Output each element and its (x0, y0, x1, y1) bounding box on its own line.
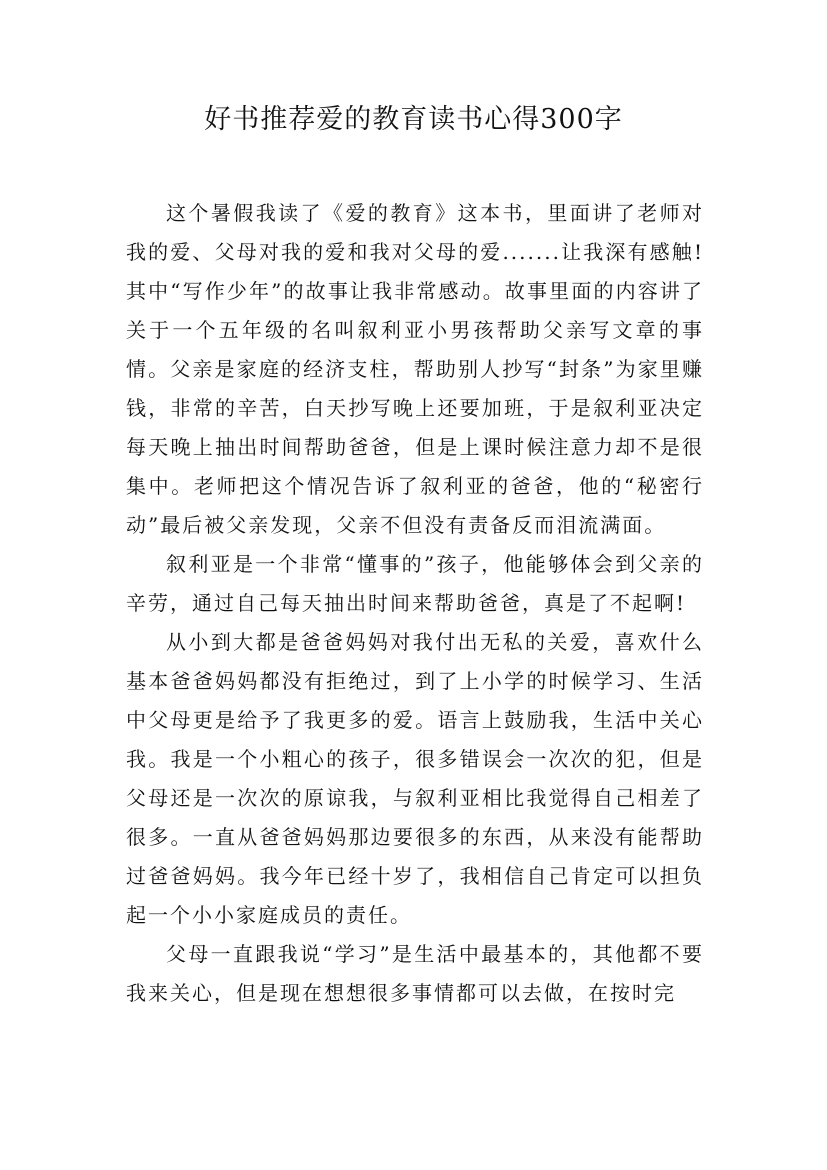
document-title: 好书推荐爱的教育读书心得300字 (204, 104, 623, 135)
paragraph-3: 从小到大都是爸爸妈妈对我付出无私的关爱，喜欢什么基本爸爸妈妈都没有拒绝过，到了上小学的时候学习、生活中父母更是给予了我更多的爱。语言上鼓励我，生活中关心我。我是一个小粗心的孩子，很多错误会一次次的犯，但是父母还是一次次的原谅我，与叙利亚相比我觉得自己相差了很多。一直从爸爸妈妈那边要很多的东西，从来没有能帮助过爸爸妈妈。我今年已经十岁了，我相信自己肯定可以担负起一个小小家庭成员的责任。 (126, 630, 704, 927)
paragraph-2: 叙利亚是一个非常“懂事的”孩子，他能够体会到父亲的辛劳，通过自己每天抽出时间来帮助爸爸，真是了不起啊! (126, 552, 704, 615)
paragraph-1: 这个暑假我读了《爱的教育》这本书，里面讲了老师对我的爱、父母对我的爱和我对父母的爱.......让我深有感触!其中“写作少年”的故事让我非常感动。故事里面的内容讲了关于一个五年级的名叫叙利亚小男孩帮助父亲写文章的事情。父亲是家庭的经济支柱，帮助别人抄写“封条”为家里赚钱，非常的辛苦，白天抄写晚上还要加班，于是叙利亚决定每天晚上抽出时间帮助爸爸，但是上课时候注意力却不是很集中。老师把这个情况告诉了叙利亚的爸爸，他的“秘密行动”最后被父亲发现，父亲不但没有责备反而泪流满面。 (126, 201, 704, 537)
document-body (126, 194, 704, 1013)
paragraph-4: 父母一直跟我说“学习”是生活中最基本的，其他都不要我来关心，但是现在想想很多事情都可以去做，在按时完 (126, 942, 704, 1005)
